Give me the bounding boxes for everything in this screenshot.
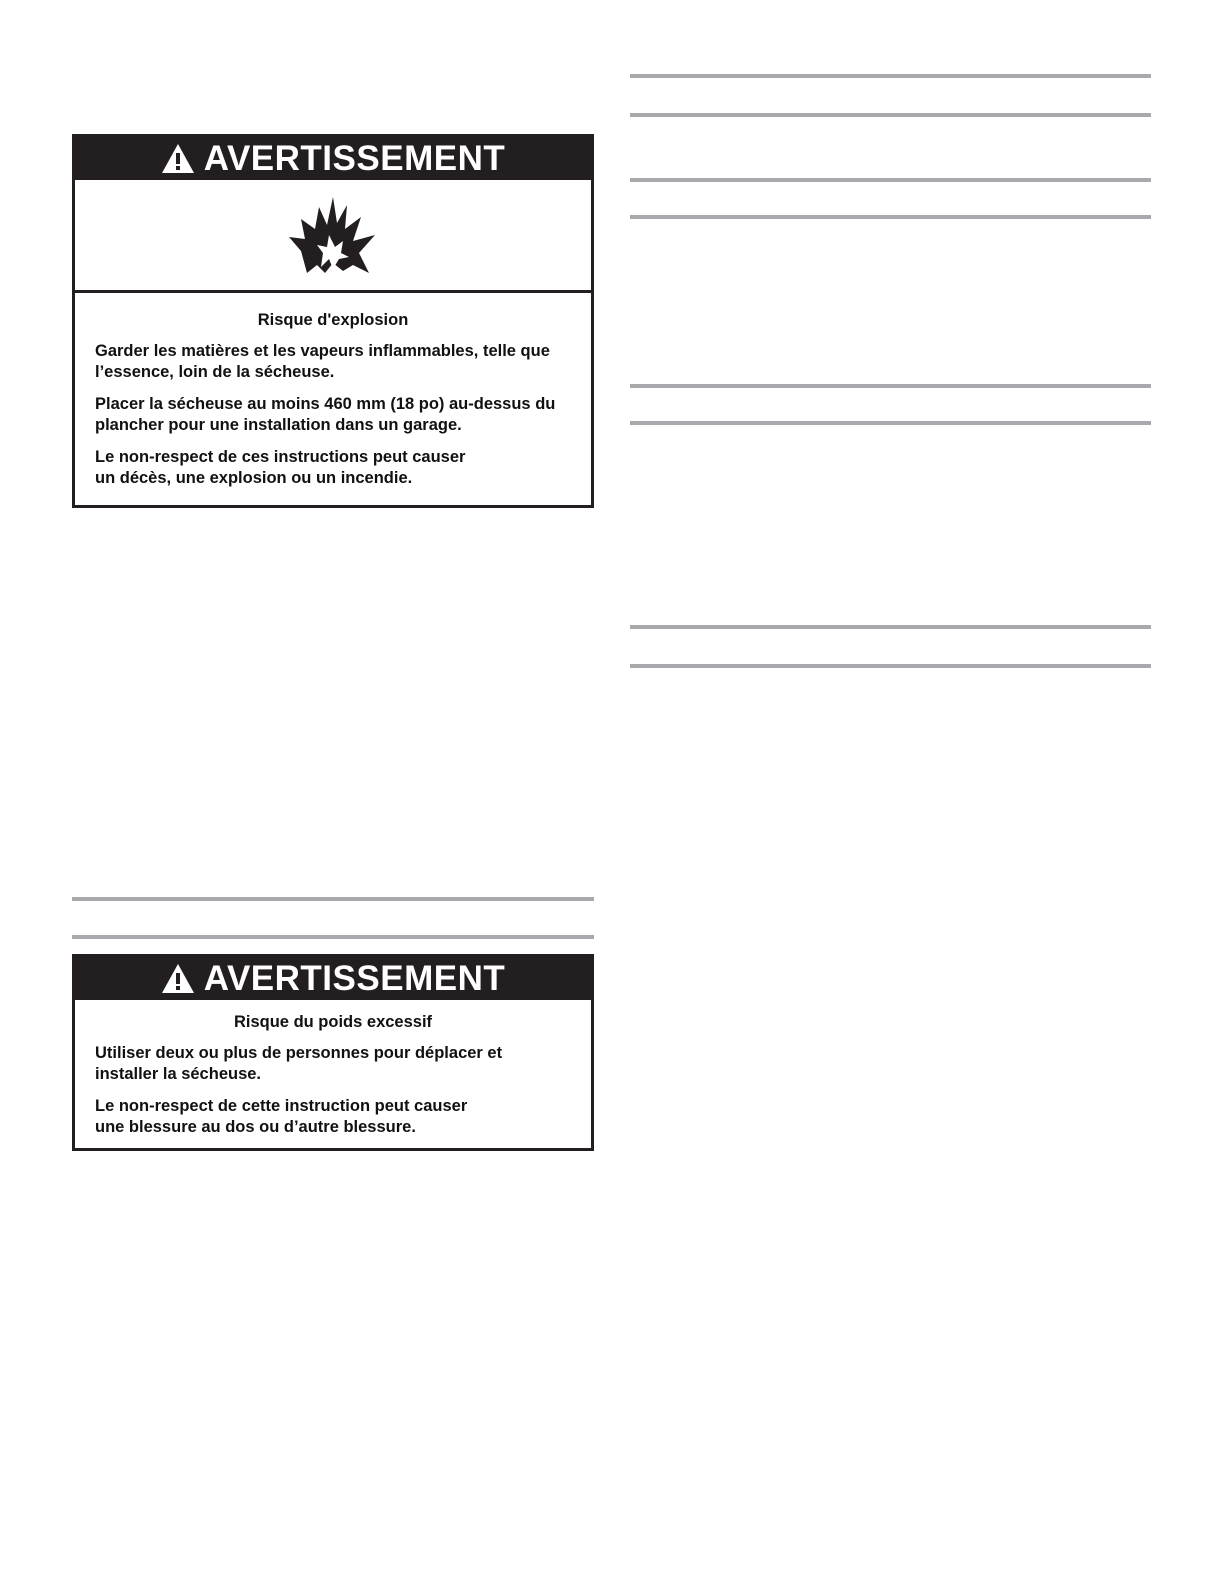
warning-triangle-icon (161, 143, 195, 174)
risk-title: Risque du poids excessif (233, 1013, 433, 1031)
warning-header (75, 137, 591, 180)
warning-paragraph: Utiliser deux ou plus de personnes pour déplacer et installer la sécheuse. (95, 1044, 503, 1083)
warning-body (75, 311, 591, 489)
explosion-icon (287, 195, 379, 275)
warning-paragraph: Le non-respect de cette instruction peut causer une blessure au dos ou d’autre blessure. (95, 1097, 468, 1136)
explosion-warning-box (72, 134, 594, 508)
signal-word: AVERTISSEMENT (203, 138, 506, 178)
section-rule (72, 897, 594, 901)
section-rule (72, 935, 594, 939)
warning-header (75, 957, 591, 1000)
section-rule (630, 625, 1151, 629)
section-rule (630, 215, 1151, 219)
section-rule (630, 664, 1151, 668)
section-rule (630, 421, 1151, 425)
hazard-symbol-panel (75, 180, 591, 293)
risk-title: Risque d'explosion (257, 311, 409, 329)
warning-paragraph: Le non-respect de ces instructions peut causer un décès, une explosion ou un incendie. (95, 448, 466, 487)
warning-paragraph: Placer la sécheuse au moins 460 mm (18 po) au-dessus du plancher pour une installation dans un garage. (95, 395, 556, 434)
section-rule (630, 113, 1151, 117)
signal-word: AVERTISSEMENT (203, 958, 506, 998)
section-rule (630, 178, 1151, 182)
section-rule (630, 74, 1151, 78)
weight-warning-box (72, 954, 594, 1151)
warning-triangle-icon (161, 963, 195, 994)
warning-paragraph: Garder les matières et les vapeurs inflammables, telle que l’essence, loin de la sécheuse. (95, 342, 550, 381)
warning-body (75, 1013, 591, 1138)
section-rule (630, 384, 1151, 388)
